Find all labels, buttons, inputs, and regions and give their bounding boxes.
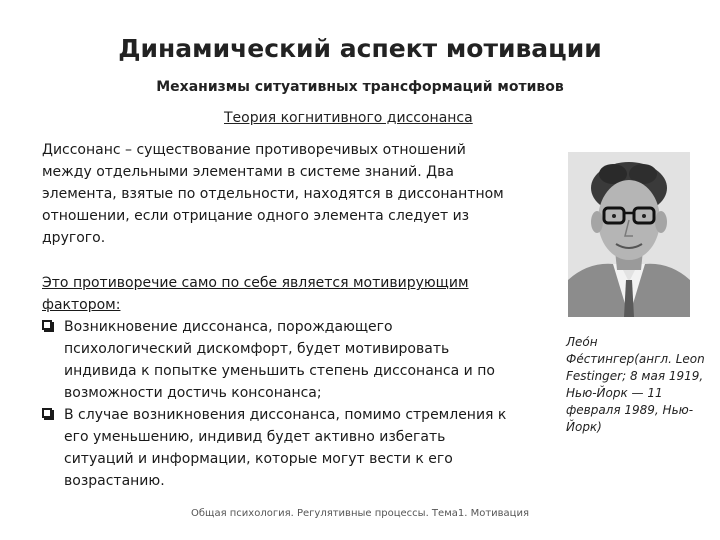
bullet-item (42, 404, 512, 492)
photo-caption: Лео́н Фе́стингер(англ. Leon Festinger; 8 мая 1919, Нью-Йорк — 11 февраля 1989, Нью-Йорк) (566, 335, 705, 434)
checkbox-bullet-icon (42, 320, 52, 330)
slide-footer: Общая психология. Регулятивные процессы. Тема1. Мотивация (190, 508, 529, 519)
slide-title: Динамический аспект мотивации (118, 34, 602, 63)
bullet-text: Возникновение диссонанса, порождающего психологический дискомфорт, будет мотивировать индивида к попытке уменьшить степень диссонанса и по возможности достичь консонанса; (64, 319, 495, 401)
checkbox-bullet-icon (42, 408, 52, 418)
motivation-intro: Это противоречие само по себе является мотивирующим фактором: (42, 275, 469, 313)
motivation-section (42, 272, 512, 492)
dissonance-definition: Диссонанс – существование противоречивых отношений между отдельными элементами в системе знаний. Два элемента, взятые по отдельности, находятся в диссонантном отношении, если отрицание одного элемента следует из другого. (42, 142, 504, 246)
slide-subtitle: Механизмы ситуативных трансформаций мотивов (156, 79, 564, 95)
bullet-item (42, 316, 512, 404)
bullet-text: В случае возникновения диссонанса, помимо стремления к его уменьшению, индивид будет активно избегать ситуаций и информации, которые могут вести к его возрастанию. (64, 407, 507, 489)
portrait-image (568, 152, 690, 317)
portrait-photo (568, 152, 690, 317)
theory-heading: Теория когнитивного диссонанса (224, 110, 473, 126)
